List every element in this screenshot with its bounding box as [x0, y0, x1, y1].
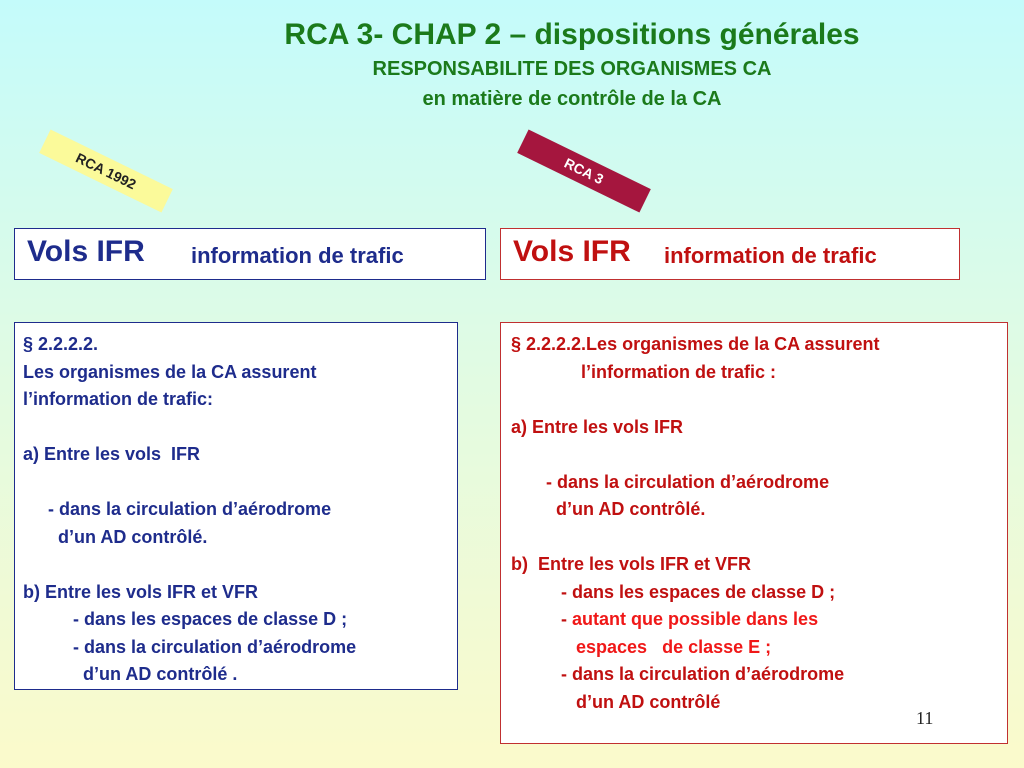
- right-body-line: l’information de trafic :: [511, 361, 777, 382]
- left-body-line: [23, 414, 449, 442]
- right-body-line: § 2.2.2.2.Les organismes de la CA assurent: [511, 334, 880, 354]
- page-number: 11: [916, 708, 934, 728]
- right-body-line: - dans la circulation d’aérodrome: [511, 471, 830, 492]
- slide-title: RCA 3- CHAP 2 – dispositions générales: [284, 18, 860, 51]
- left-header-title: Vols IFR: [27, 235, 145, 268]
- rca-3-tag: RCA 3: [517, 130, 651, 213]
- right-body-box: [500, 322, 1008, 744]
- right-body-line: [511, 524, 997, 552]
- right-body-line: d’un AD contrôlé.: [511, 499, 706, 519]
- right-body-line: - dans la circulation d’aérodrome: [511, 664, 845, 684]
- right-header-box: [500, 228, 960, 280]
- left-body-line: d’un AD contrôlé .: [23, 664, 238, 684]
- left-header-box: [14, 228, 486, 280]
- left-body-line: § 2.2.2.2.: [23, 334, 99, 354]
- left-body-line: b) Entre les vols IFR et VFR: [23, 581, 259, 602]
- left-body-line: Les organismes de la CA assurent: [23, 361, 317, 382]
- slide-subtitle: RESPONSABILITE DES ORGANISMES CA: [372, 58, 772, 80]
- right-body-line: [511, 386, 997, 414]
- left-body-line: a) Entre les vols IFR: [23, 444, 201, 464]
- right-body-line: [511, 441, 997, 469]
- left-body-line: - dans la circulation d’aérodrome: [23, 636, 357, 657]
- left-body-line: [23, 469, 449, 497]
- rca-1992-tag: RCA 1992: [39, 130, 173, 213]
- right-header-subtitle: information de trafic: [664, 243, 877, 268]
- slide-subtitle-2: en matière de contrôle de la CA: [422, 88, 722, 110]
- left-body-line: - dans les espaces de classe D ;: [23, 609, 348, 629]
- left-body-line: l’information de trafic:: [23, 389, 214, 409]
- highlighted-text: autant que possible dans les: [572, 609, 819, 629]
- highlighted-text: espaces de classe E ;: [511, 636, 772, 657]
- right-header-title: Vols IFR: [513, 235, 631, 268]
- right-body-line: d’un AD contrôlé: [511, 691, 721, 712]
- right-body-line: b) Entre les vols IFR et VFR: [511, 554, 752, 574]
- right-body-line: - dans les espaces de classe D ;: [511, 581, 836, 602]
- left-body-line: [23, 551, 449, 579]
- right-body-line: a) Entre les vols IFR: [511, 416, 684, 437]
- left-body-line: d’un AD contrôlé.: [23, 526, 208, 547]
- right-body-prefix: -: [511, 609, 573, 629]
- left-body-line: - dans la circulation d’aérodrome: [23, 499, 332, 519]
- left-header-subtitle: information de trafic: [191, 243, 404, 268]
- left-body-box: [14, 322, 458, 690]
- right-body-line: [511, 606, 997, 634]
